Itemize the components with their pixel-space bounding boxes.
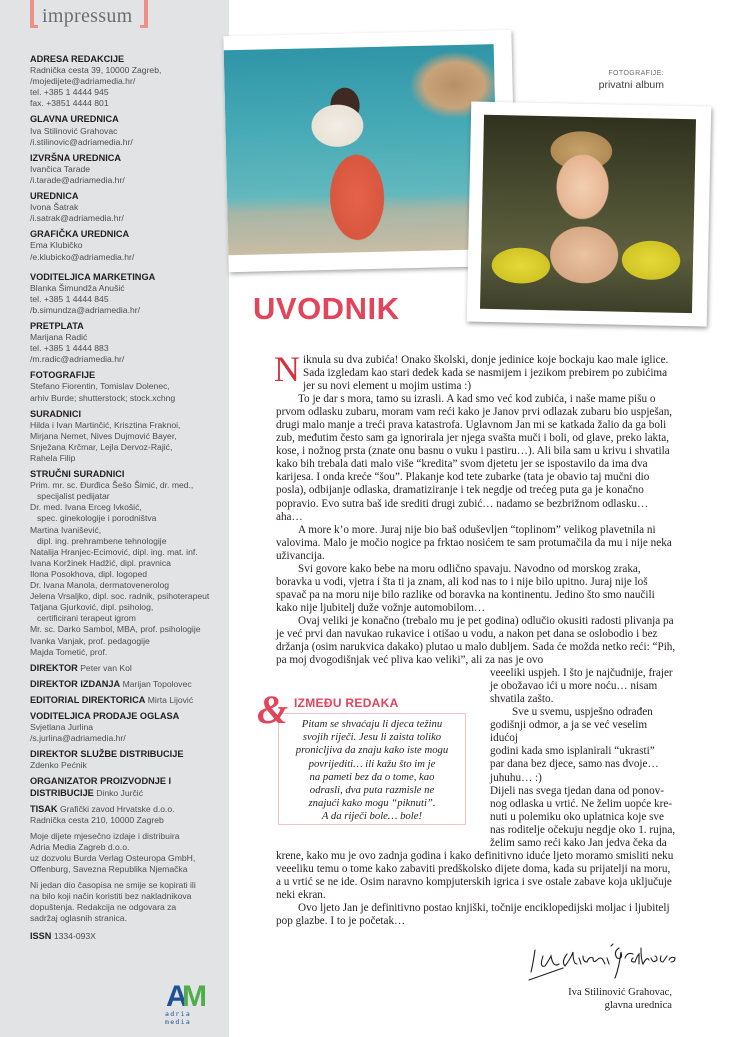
wrapped-line: je obožavao ići u more noću… nisam	[490, 680, 658, 693]
impressum-line: Jelena Vrsaljko, dipl. soc. radnik, psihoterapeut	[30, 591, 210, 602]
impressum-section	[30, 776, 226, 798]
impressum-section	[30, 409, 226, 464]
impressum-section-heading: TISAK	[30, 803, 58, 814]
impressum-section-heading: EDITORIAL DIREKTORICA	[30, 694, 146, 705]
impressum-line: dipl. ing. prehrambene tehnologije	[37, 535, 167, 546]
wrapped-line: nas roditelje očekuju negdje oko 1. rujna,	[490, 823, 676, 836]
impressum-section	[30, 804, 226, 826]
impressum-section	[30, 370, 226, 403]
wrapped-line: nuti u polemiku oko uplatnica koje sve	[490, 810, 664, 823]
copyright_lines-line: Ni jedan dio časopisa ne smije se kopirati ili	[30, 880, 196, 891]
impressum-section	[30, 711, 226, 744]
signoff-role: glavna urednica	[604, 999, 672, 1011]
impressum-line: Blanka Šimundža Anušić	[30, 282, 125, 293]
wrapped-line: shvatila zašto.	[490, 693, 554, 706]
impressum-line: /e.klubicko@adriamedia.hr/	[30, 251, 135, 262]
impressum-line: fax. +3851 4444 801	[30, 98, 109, 109]
impressum-section-heading: SURADNICI	[30, 408, 82, 419]
impressum-section-heading: DIREKTOR IZDANJA	[30, 678, 121, 689]
copyright_lines-line: na bilo koji način koristiti bez nakladnikova	[30, 891, 192, 902]
photo-credit-value: privatni album	[598, 79, 664, 91]
signoff	[568, 987, 672, 1012]
impressum-line: Snježana Krčmar, Lejla Dervoz-Rajić,	[30, 441, 173, 452]
wrapped-column	[490, 667, 676, 850]
article-paragraph: To je dar s mora, tamo su izrasli. A kad smo već kod zubića, i naše mame pišu o prvom odlasku zubaru, moram vam reći kako je Janov prvi odlazak zubaru bio uspješan, drugi malo manje a treći prava katastrofa. Uglavnom Jan mi se katkada žalio da ga boli zub, međutim često sam ga ignorirala jer njega svašta muči i boli, od glave, preko lakta, kose, i nožnog prsta (znate onu basnu o vuku i pastiru…). Ali bila sam u krivu i shvatila kako bih trebala dati malo više “kredita” svom djetetu jer se ispostavilo da ima dva karijesa. I onda kreće “šou”. Plakanje kod tete zubarke (tata je obavio taj mučni dio posla), odbijanje odlaska, dramatiziranje i tek negdje od trećeg puta ga je konačno popravio. Evo sutra baš ide srediti drugi zubić… nadamo se bezbrižnom odlasku… aha…	[276, 393, 673, 523]
impressum-line: Rahela Filip	[30, 453, 76, 463]
impressum-section-heading: ADRESA REDAKCIJE	[30, 54, 125, 64]
impressum-line: Ivanka Vanjak, prof. pedagogije	[30, 635, 150, 646]
impressum-line: Iva Stilinović Grahovac	[30, 125, 118, 136]
ampersand-icon: &	[257, 687, 289, 732]
wrapped-line: par dana bez djece, samo nas dvoje…	[490, 758, 659, 771]
article-paragraph: Ovaj veliki je konačno (trebalo mu je pet godina) odlučio okusiti radosti plivanja pa je već prvi dan navukao rukavice i otišao u vodu, a nakon pet dana se oslobodio i bez držanja (osim narukvica dakako) plutao u malo dubljem. Sada će možda netko reći: “Pih, pa moj dvogodišnjak već pliva kao veliki”, ali za nas je ovo	[276, 614, 676, 667]
impressum-inline-value: Dinko Jurčić	[96, 787, 144, 798]
wrapped-line: veeeliki uspjeh. I što je najčudnije, frajer	[490, 667, 673, 680]
impressum-section-heading: STRUČNI SURADNICI	[30, 469, 125, 480]
impressum-section	[30, 663, 226, 674]
impressum-line: Ivana Koržinek Hadžić, dipl. pravnica	[30, 557, 171, 568]
impressum-section-heading: VODITELJICA PRODAJE OGLASA	[30, 710, 180, 721]
impressum-line: specijalist pedijatar	[37, 491, 110, 502]
logo-letter-m: M	[182, 980, 205, 1013]
impressum-inline-value: Peter van Kol	[80, 662, 132, 673]
impressum-section-heading: DISTRIBUCIJE	[30, 787, 94, 798]
impressum-section	[30, 695, 226, 706]
impressum-line: /b.simundza@adriamedia.hr/	[30, 304, 140, 315]
impressum-section	[30, 229, 226, 262]
photo-mother-with-baby-image	[224, 44, 499, 255]
wrapped-line: želim samo reći kako Jan jedva čeka da	[490, 836, 667, 849]
impressum-line: Ilona Posokhova, dipl. logoped	[30, 568, 148, 579]
quote-line: A da riječi bole… bole!	[321, 810, 423, 823]
bracket-right-decoration	[144, 0, 148, 28]
paragraph-text: iknula su dva zubića! Onako školski, donje jedinice koje bockaju kao male iglice. Sada izgledam kao stari dedek kada se nasmijem i jezikom prebirem po zubićima jer su novi element u mojim ustima :)	[303, 354, 669, 393]
wrapped-line: godini kada smo isplanirali “ukrasti”	[490, 745, 655, 758]
bracket-left-decoration	[30, 0, 34, 28]
article-paragraph: Ovo ljeto Jan je definitivno postao knjiški, točnije enciklopedijski moljac i ljubitelj pop glazbe. I to je početak…	[276, 901, 670, 928]
publisher_lines-line: Moje dijete mjesečno izdaje i distribuira	[30, 830, 180, 841]
impressum-line: Hilda i Ivan Martinčić, Krisztina Fraknoi,	[30, 419, 181, 430]
impressum-line: Radnička cesta 39, 10000 Zagreb,	[30, 65, 162, 76]
impressum-section	[30, 679, 226, 690]
issn-value: 1334-093X	[53, 930, 96, 941]
impressum-section	[30, 114, 226, 147]
impressum-line: Mr. sc. Darko Sambol, MBA, prof. psihologije	[30, 624, 201, 635]
quote-line: odrasli, dva puta razmisle ne	[309, 784, 435, 797]
impressum-heading-line	[30, 788, 226, 799]
impressum-section	[30, 272, 226, 316]
impressum-line: /mojedijete@adriamedia.hr/	[30, 76, 136, 87]
impressum-inline-value: Marijan Topolovec	[122, 678, 192, 689]
impressum-line: Dr. Ivana Manola, dermatovenerolog	[30, 580, 170, 591]
impressum-line: /i.tarade@adriamedia.hr/	[30, 174, 125, 185]
photo-boy-swimming	[467, 102, 712, 327]
quote-line: na pameti bez da o tome, kao	[309, 770, 435, 783]
quote-line: svojih riječi. Jesu li zaista toliko	[302, 731, 442, 744]
quote-line: Pitam se shvaćaju li djeca težinu	[301, 718, 443, 730]
quote-line: znajući kako mogu “piknuti”.	[308, 797, 436, 810]
quote-line: povrijediti… ili kažu što im je	[308, 757, 436, 770]
impressum-line: Natalija Hranjec-Ecimović, dipl. ing. mat. inf.	[30, 546, 198, 557]
quote-frame	[278, 713, 466, 825]
impressum-line: /i.satrak@adriamedia.hr/	[30, 213, 124, 224]
impressum-section-heading: DIREKTOR	[30, 662, 78, 673]
impressum-line: Marijana Radić	[30, 332, 88, 343]
impressum-line: spec. ginekologije i porodništva	[37, 513, 157, 524]
impressum-line: Martina Ivanišević,	[30, 524, 102, 535]
photo-credit-label: FOTOGRAFIJE:	[608, 70, 664, 77]
impressum-list	[30, 54, 226, 947]
impressum-section-heading: PRETPLATA	[30, 320, 84, 331]
impressum-sidebar	[0, 0, 229, 1037]
impressum-line: arhiv Burde; shutterstock; stock.xchng	[30, 392, 176, 403]
wrapped-line: godišnji odmor, a ja se već veselim idućoj	[490, 719, 648, 745]
impressum-line: /i.stilinovic@adriamedia.hr/	[30, 136, 133, 147]
photo-credit	[599, 70, 664, 91]
impressum-inline-value: Grafički zavod Hrvatske d.o.o.	[59, 803, 175, 814]
impressum-section-heading: IZVRŠNA UREDNICA	[30, 152, 122, 163]
impressum-section-heading: DIREKTOR SLUŽBE DISTRIBUCIJE	[30, 749, 184, 760]
issn-label: ISSN	[30, 930, 52, 941]
wrapped-line: juhuhu… :)	[490, 771, 542, 784]
impressum-line: Radnička cesta 210, 10000 Zagreb	[30, 814, 164, 825]
photo-boy-swimming-image	[480, 115, 696, 313]
impressum-line: tel. +385 1 4444 883	[30, 343, 109, 354]
impressum-section	[30, 54, 226, 109]
logo-letter-a: A	[166, 980, 185, 1013]
impressum-section-heading: GRAFIČKA UREDNICA	[30, 229, 130, 240]
impressum-section	[30, 469, 226, 658]
impressum-inline-value: Mirta Lijović	[147, 694, 194, 705]
impressum-line: Svjetlana Jurlina	[30, 722, 94, 733]
impressum-line: Prim. mr. sc. Đurđica Šešo Šimić, dr. med.,	[30, 480, 194, 491]
impressum-section-heading: UREDNICA	[30, 191, 79, 202]
article-title: UVODNIK	[253, 291, 400, 326]
logo-tagline: adria media	[165, 1010, 192, 1026]
article-paragraph: A more k’o more. Juraj nije bio baš oduševljen “toplinom” velikog plavetnila ni valovima. Malo je močio nogice pa frktao nosićem te sam protumačila da mu i nije neka uživancija.	[276, 523, 672, 562]
impressum-section	[30, 749, 226, 771]
impressum-line: Stefano Fiorentin, Tomislav Dolenec,	[30, 381, 170, 392]
impressum-line: /s.jurlina@adriamedia.hr/	[30, 733, 126, 744]
publisher_lines-line: Adria Media Zagreb d.o.o.	[30, 841, 130, 852]
quote-line: pronicljiva da znaju kako iste mogu	[295, 744, 449, 757]
publisher_lines-block	[30, 831, 226, 875]
impressum-line: Ivona Šatrak	[30, 202, 79, 213]
issn	[30, 931, 226, 942]
impressum-line: tel. +385 1 4444 845	[30, 293, 109, 304]
publisher_lines-line: Offenburg, Savezna Republika Njemačka	[30, 864, 188, 875]
impressum-section-heading: FOTOGRAFIJE	[30, 370, 96, 381]
signature-image	[523, 938, 683, 986]
between-the-lines-box	[257, 687, 457, 828]
impressum-section	[30, 191, 226, 224]
impressum-section	[30, 321, 226, 365]
copyright_lines-block	[30, 880, 226, 924]
impressum-line: Ema Klubičko	[30, 240, 83, 251]
wrapped-line: nog odlaska u vrtić. Ne želim uopće kre-	[490, 797, 673, 810]
impressum-section-heading: VODITELJICA MARKETINGA	[30, 271, 156, 282]
copyright_lines-line: dopuštenja. Redakcija ne odgovara za	[30, 902, 177, 913]
impressum-heading	[30, 0, 148, 30]
article-body	[274, 349, 676, 928]
impressum-line: Majda Tometić, prof.	[30, 646, 108, 657]
impressum-line: tel. +385 1 4444 945	[30, 87, 109, 98]
article-paragraph	[274, 349, 676, 393]
adria-media-logo	[164, 980, 208, 1026]
impressum-line: Zdenko Pećnik	[30, 760, 87, 771]
publisher_lines-line: uz dozvolu Burda Verlag Osteuropa GmbH,	[30, 853, 196, 863]
impressum-line: Mirjana Nemet, Nives Dujmović Bayer,	[30, 430, 177, 441]
impressum-section	[30, 153, 226, 186]
impressum-section-heading: ORGANIZATOR PROIZVODNJE I	[30, 776, 172, 787]
impressum-line: certificirani terapeut igrom	[37, 613, 136, 624]
article-paragraph: Svi govore kako bebe na moru odlično spavaju. Navodno od morskog zraka, boravka u vodi, vjetra i šta ti ja znam, ali kod nas to i nije bilo upitno. Juraj nije loš spavač pa na moru nije bilo razlike od boravka na kontinentu. Jedino što smo naučili kako nije ljubitelj duže vožnje automobilom…	[276, 562, 655, 614]
impressum-line: /m.radic@adriamedia.hr/	[30, 354, 125, 365]
impressum-title: impressum	[42, 5, 133, 27]
impressum-section-heading: GLAVNA UREDNICA	[30, 114, 119, 125]
impressum-line: Ivančica Tarade	[30, 163, 91, 174]
copyright_lines-line: sadržaj oglasnih stranica.	[30, 913, 127, 924]
signoff-name: Iva Stilinović Grahovac,	[568, 987, 672, 998]
impressum-line: Tatjana Gjurković, dipl. psiholog,	[30, 602, 154, 613]
quote-text	[279, 718, 465, 824]
wrapped-line: Dijeli nas svega tjedan dana od ponov-	[490, 784, 664, 797]
between-the-lines-title: IZMEĐU REDAKA	[294, 696, 399, 710]
impressum-line: Dr. med. Ivana Erceg Ivkošić,	[30, 502, 142, 513]
article-paragraph: krene, kako mu je ovo zadnja godina i kako definitivno iduće ljeto moramo smisliti neku veeeliku temu o tome kako zabaviti predškolsko dijete doma, kada su prijatelji na moru, a u vrtić se ne ide. Osim naravno kompjuterskih igrica i sve ostale zabave koja uključuje neki ekran.	[276, 849, 674, 901]
drop-cap: N	[274, 349, 300, 389]
wrapped-line: Sve u svemu, uspješno odrađen	[512, 706, 653, 719]
